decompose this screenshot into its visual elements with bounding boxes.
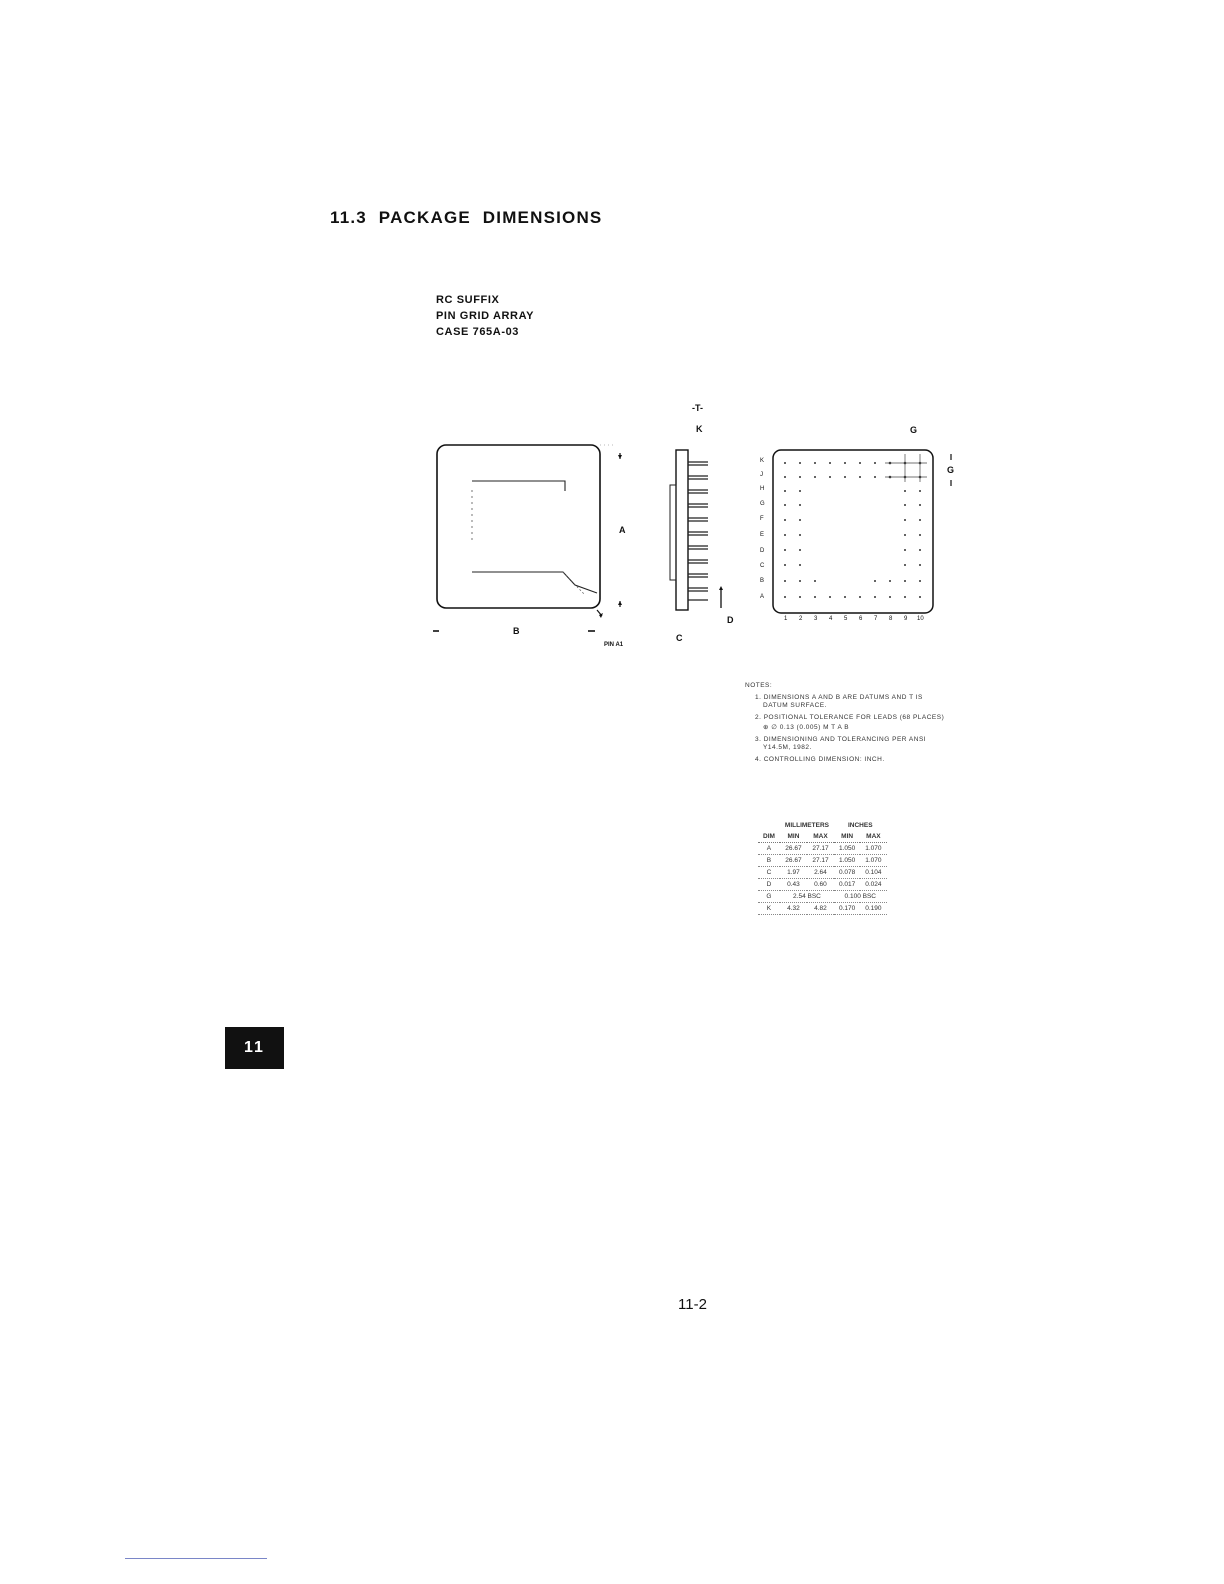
dim-c-label: C	[676, 633, 683, 643]
note-2: 2. POSITIONAL TOLERANCE FOR LEADS (68 PLACES)	[755, 714, 945, 721]
table-cell: 0.190	[860, 903, 886, 915]
table-cell: K	[758, 903, 780, 915]
chapter-tab: 11	[225, 1027, 284, 1069]
table-cell: 1.070	[860, 855, 886, 867]
table-cell: 1.97	[780, 867, 807, 879]
table-cell: B	[758, 855, 780, 867]
column-label: 6	[859, 616, 863, 622]
column-label: 7	[874, 616, 878, 622]
row-label: G	[760, 501, 765, 507]
table-column-header	[758, 831, 887, 843]
table-cell: 27.17	[807, 843, 834, 855]
column-label: 3	[814, 616, 818, 622]
section-title: 11.3 PACKAGE DIMENSIONS	[330, 208, 603, 227]
table-row	[758, 843, 887, 855]
row-label: F	[760, 516, 764, 522]
table-row	[758, 855, 887, 867]
notes-heading: NOTES:	[745, 682, 773, 689]
notes-block	[745, 680, 975, 766]
table-cell: 0.024	[860, 879, 886, 891]
datum-t-label: -T-	[692, 403, 703, 413]
pin-a1-label: PIN A1	[604, 642, 624, 648]
col-in-min: MIN	[834, 831, 860, 843]
dim-k-label: K	[696, 424, 703, 434]
table-cell: 0.104	[860, 867, 886, 879]
col-in-max: MAX	[860, 831, 886, 843]
group-inches: INCHES	[847, 822, 873, 829]
table-cell: D	[758, 879, 780, 891]
row-label: J	[760, 472, 763, 478]
table-cell: 0.170	[834, 903, 860, 915]
table-cell: 1.050	[834, 843, 860, 855]
column-label: 10	[917, 616, 924, 622]
row-label: E	[760, 532, 765, 538]
table-cell: 4.82	[807, 903, 834, 915]
group-millimeters: MILLIMETERS	[784, 822, 829, 829]
note-2-cont: ⊕ ∅ 0.13 (0.005) M T A B	[763, 724, 850, 731]
note-1: 1. DIMENSIONS A AND B ARE DATUMS AND T IS	[755, 694, 923, 701]
table-cell: 4.32	[780, 903, 807, 915]
table-cell: C	[758, 867, 780, 879]
column-label: 5	[844, 616, 848, 622]
table-row	[758, 879, 887, 891]
table-row	[758, 867, 887, 879]
table-cell: 2.64	[807, 867, 834, 879]
dim-g-top-label: G	[910, 425, 918, 435]
row-label: C	[760, 563, 765, 569]
package-suffix: RC SUFFIX	[436, 294, 500, 306]
table-cell: 26.67	[780, 855, 807, 867]
table-cell: 2.54 BSC	[780, 891, 834, 903]
table-cell: 27.17	[807, 855, 834, 867]
table-cell: 26.67	[780, 843, 807, 855]
table-cell: 0.43	[780, 879, 807, 891]
table-cell: 0.017	[834, 879, 860, 891]
dim-g-side-label: G	[947, 465, 955, 475]
row-label: B	[760, 578, 765, 584]
column-label: 4	[829, 616, 833, 622]
table-cell: 1.070	[860, 843, 886, 855]
row-label: H	[760, 486, 765, 492]
note-3-cont: Y14.5M, 1982.	[763, 744, 812, 751]
column-label: 9	[904, 616, 908, 622]
package-case: CASE 765A-03	[436, 326, 520, 338]
dimensions-table	[758, 820, 887, 915]
table-row	[758, 903, 887, 915]
note-4: 4. CONTROLLING DIMENSION: INCH.	[755, 756, 885, 763]
page-number: 11-2	[678, 1296, 707, 1313]
package-type: PIN GRID ARRAY	[436, 310, 535, 322]
dim-a-label: A	[619, 525, 626, 535]
side-view-drawing	[660, 440, 740, 630]
col-mm-min: MIN	[780, 831, 807, 843]
table-cell: A	[758, 843, 780, 855]
column-label: 2	[799, 616, 803, 622]
table-cell: 0.60	[807, 879, 834, 891]
note-3: 3. DIMENSIONING AND TOLERANCING PER ANSI	[755, 736, 927, 743]
col-mm-max: MAX	[807, 831, 834, 843]
dim-d-label: D	[727, 615, 734, 625]
table-group-header	[758, 820, 887, 831]
top-view-drawing	[425, 435, 645, 655]
row-label: K	[760, 458, 765, 464]
row-label: A	[760, 594, 765, 600]
table-cell: 1.050	[834, 855, 860, 867]
column-label: 1	[784, 616, 788, 622]
col-dim: DIM	[758, 831, 780, 843]
column-label: 8	[889, 616, 893, 622]
table-cell: 0.100 BSC	[834, 891, 887, 903]
table-row	[758, 891, 887, 903]
table-cell: 0.078	[834, 867, 860, 879]
table-cell: G	[758, 891, 780, 903]
row-label: D	[760, 548, 765, 554]
dim-b-label: B	[513, 626, 520, 636]
bottom-view-drawing	[755, 440, 970, 630]
footer-rule	[125, 1558, 267, 1559]
note-1-cont: DATUM SURFACE.	[763, 702, 827, 709]
